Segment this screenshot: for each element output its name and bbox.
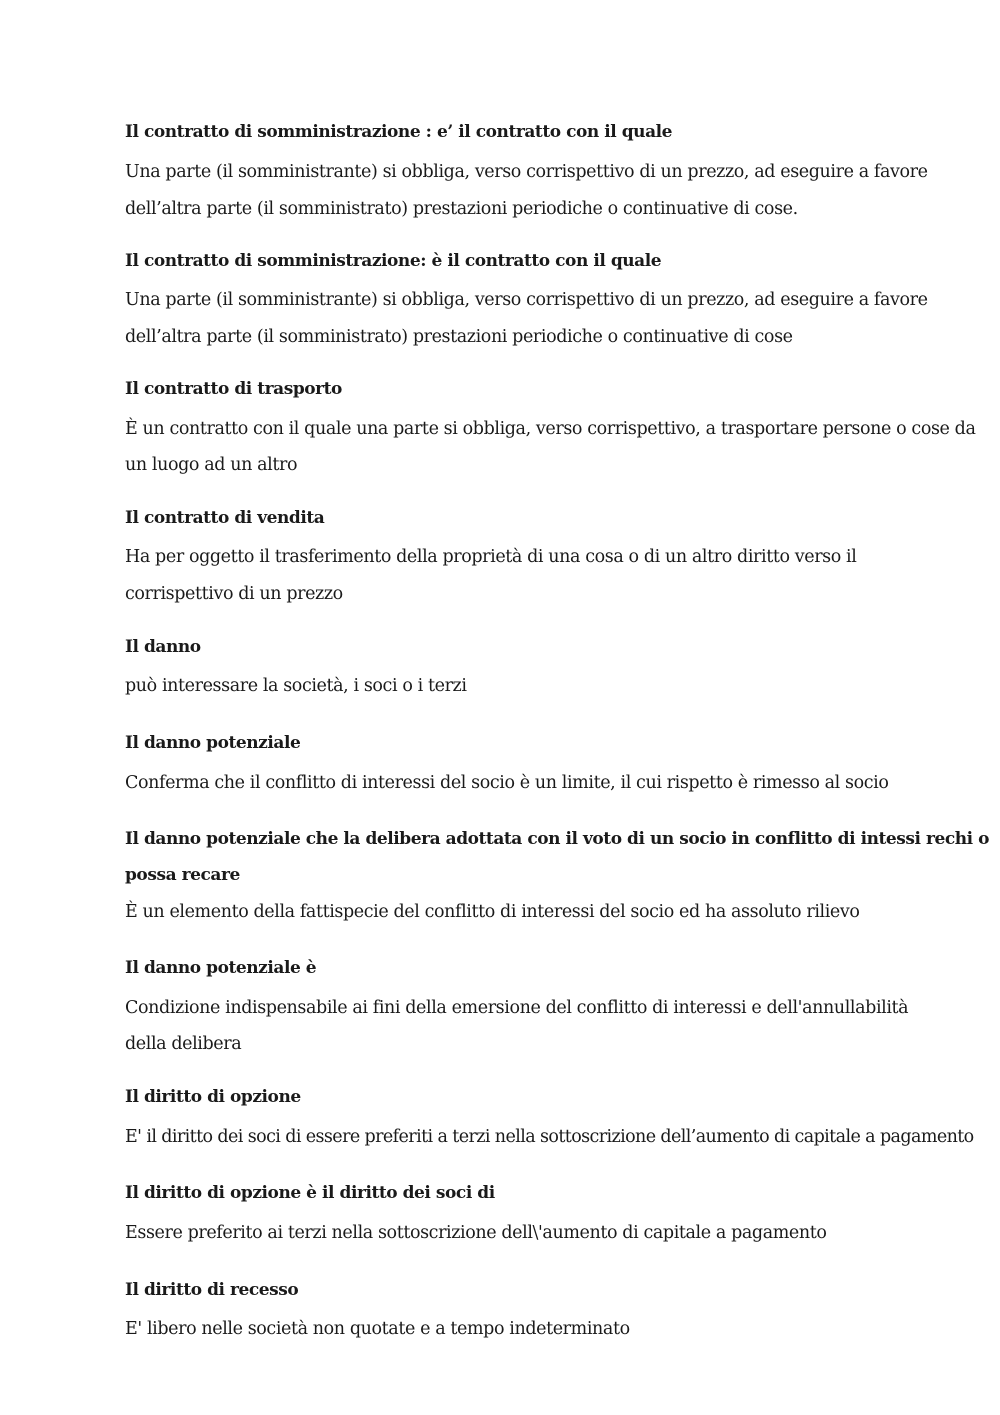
answer-text: Una parte (il somministrante) si obbliga, verso corrispettivo di un prezzo, ad eseguire a favore (125, 290, 928, 310)
answer-text: dell’altra parte (il somministrato) prestazioni periodiche o continuative di cose. (125, 199, 798, 219)
question-heading: Il danno potenziale (125, 733, 301, 753)
answer-text: Condizione indispensabile ai fini della emersione del conflitto di interessi e dell'annullabilità (125, 998, 909, 1018)
answer-text: Conferma che il conflitto di interessi del socio è un limite, il cui rispetto è rimesso al socio (125, 773, 889, 793)
answer-text: può interessare la società, i soci o i terzi (125, 676, 467, 696)
answer-text: E' il diritto dei soci di essere preferiti a terzi nella sottoscrizione dell’aumento di capitale a pagamento (125, 1127, 974, 1147)
answer-text: della delibera (125, 1034, 242, 1054)
answer-text: È un contratto con il quale una parte si obbliga, verso corrispettivo, a trasportare persone o cose da (125, 419, 976, 439)
answer-text: Ha per oggetto il trasferimento della proprietà di una cosa o di un altro diritto verso il (125, 547, 857, 567)
question-heading: Il diritto di opzione (125, 1087, 301, 1107)
answer-text: È un elemento della fattispecie del conflitto di interessi del socio ed ha assoluto rilievo (125, 902, 860, 922)
answer-text: dell’altra parte (il somministrato) prestazioni periodiche o continuative di cose (125, 327, 793, 347)
answer-text: un luogo ad un altro (125, 455, 298, 475)
answer-text: Una parte (il somministrante) si obbliga, verso corrispettivo di un prezzo, ad eseguire a favore (125, 162, 928, 182)
question-heading: Il danno potenziale è (125, 958, 317, 978)
question-heading: Il contratto di somministrazione: è il contratto con il quale (125, 251, 662, 271)
answer-text: corrispettivo di un prezzo (125, 584, 343, 604)
question-heading: Il contratto di trasporto (125, 379, 342, 399)
question-heading: Il contratto di vendita (125, 508, 325, 528)
question-heading: Il danno (125, 637, 201, 657)
answer-text: E' libero nelle società non quotate e a tempo indeterminato (125, 1319, 630, 1339)
question-heading: Il contratto di somministrazione : e’ il contratto con il quale (125, 122, 673, 142)
answer-text: Essere preferito ai terzi nella sottoscrizione dell\'aumento di capitale a pagamento (125, 1223, 827, 1243)
question-heading: Il diritto di recesso (125, 1280, 299, 1300)
question-heading: possa recare (125, 865, 240, 885)
question-heading: Il danno potenziale che la delibera adottata con il voto di un socio in conflitto di intessi rechi o (125, 829, 990, 849)
question-heading: Il diritto di opzione è il diritto dei soci di (125, 1183, 495, 1203)
